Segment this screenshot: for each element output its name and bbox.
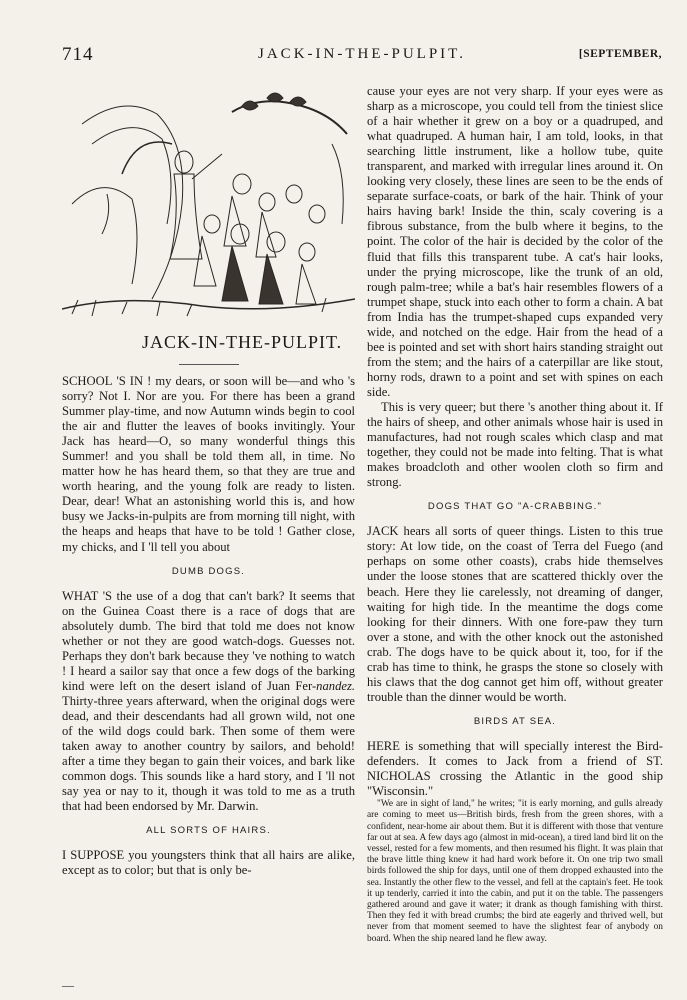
birds-text-b: crossing the Atlantic in the good ship "Wisconsin." bbox=[367, 769, 663, 799]
hairs-continued-paragraph: cause your eyes are not very sharp. If your eyes were as sharp as a microscope, you could tell from the tiniest slice of a hair whether it grew on a boy or a quadruped, and what quadruped. A human hair, I am told, looks, in that searching little instrument, like a hollow tube, quite transparent, and marked with irregular lines around it. On looking very closely, these lines are seen to be the ends of separate surface-coats, or bark of the hair. Think of your hairs having bark! Inside the thin, scaly covering is a fibrous substance, from the bulb where it begins, to the point. The color of the hair is decided by the color of the fluid that fills this transparent tube. A cat's hair looks, under the prying microscope, like the trunk of an old, rough palm-tree; while a bat's hair resembles flowers of a trumpet shape, stuck into each other to form a chain. A bat from India has the trumpet-shaped cups expanded very wide, and notched on the edge. Hair from the head of a bee is pointed and set with short hairs standing straight out from the stem; and the hairs of a caterpillar are like stout, horny rods, drawn to a point and set with spines on each side. bbox=[367, 84, 663, 399]
heading-dumb-dogs: DUMB DOGS. bbox=[171, 565, 246, 577]
dumb-dogs-place: nandez. bbox=[316, 678, 355, 693]
title-rule bbox=[179, 364, 239, 365]
crabbing-text: hears all sorts of queer things. Listen to this true story: At low tide, on the coast of Terra del Fuego (and perhaps on some other coasts), crabs hide themselves under the loose stones that are scattered thickly over the beach. Here they lie carelessly, not dreaming of danger, waiting for high tide. In the meantime the dogs come looking for their dinners. With one fore-paw they turn over a stone, and with the other knock out the astonished crab. The dogs have to be quick about it, too, for if the crab has time to think, he grasps the stone so closely with his claws that the dog cannot get him off, without greater trouble than the dinner would be worth. bbox=[367, 524, 663, 704]
running-title: JACK-IN-THE-PULPIT. bbox=[258, 46, 466, 62]
birds-letter: "We are in sight of land," he writes; "it is early morning, and gulls already are coming to meet us—British birds, fresh from the green shores, with a confident, near-home air about them. But it is different with those that venture far out at sea. A few days ago (almost in mid-ocean), a tired land bird lit on the vessel, rested for a few moments, and then resumed his flight. It was plain that the brave little thing knew it had hard work before it. On one trip two small birds followed the ship for days, until one of them dropped exhausted into the sea. Instantly the other flew to the vessel, and fell at the captain's feet. He took it up tenderly, carried it into the cabin, and put it on the table. The passengers gathered around and gave it water; it drank as though famishing with thirst. Then they fed it with bread crumbs; the bird ate eagerly and thrived well, but never from that moment seemed to have the slightest fear of anybody on board. When the ship neared land he flew away. bbox=[367, 799, 663, 944]
hairs-paragraph bbox=[62, 848, 355, 878]
magazine-name: ST. NICHOLAS bbox=[367, 753, 663, 784]
jack-in-the-pulpit-illustration bbox=[62, 84, 355, 350]
heading-hairs: ALL SORTS OF HAIRS. bbox=[146, 825, 271, 837]
bottom-dash: — bbox=[62, 978, 74, 992]
left-column bbox=[62, 84, 355, 878]
dumb-dogs-lead: WHAT bbox=[62, 588, 99, 603]
hairs-lead: I SUPPOSE bbox=[62, 848, 125, 863]
month-label: [SEPTEMBER, bbox=[578, 48, 662, 60]
dumb-dogs-text-b: Thirty-three years afterward, when the original dogs were dead, and their descendants had all grown wild, not one of the wild dogs could bark. Then some of them were taken away to another country by sailors, and behold! after a time they began to gain their voices, and bark like common dogs. This sounds like a hard story, and I 'll not say yea or nay to it, though it was told to me as a truth that had been endorsed by Mr. Darwin. bbox=[62, 693, 355, 814]
hairs-queer-paragraph: This is very queer; but there 's another thing about it. If the hairs of sheep, and other animals whose hair is used in manufactures, had not rough scales which clasp and mat together, they could not be made into felting. That is what makes broadcloth and other woolen cloth so firm and strong. bbox=[367, 399, 663, 490]
intro-paragraph bbox=[62, 374, 355, 555]
running-header bbox=[62, 44, 662, 68]
page-number: 714 bbox=[62, 44, 94, 65]
engraving-drawing bbox=[62, 84, 355, 320]
crabbing-lead: JACK bbox=[367, 524, 399, 539]
heading-birds: BIRDS AT SEA. bbox=[473, 715, 557, 727]
intro-lead: SCHOOL bbox=[62, 374, 113, 388]
birds-lead: HERE bbox=[367, 738, 400, 753]
heading-crabbing: DOGS THAT GO "A-CRABBING." bbox=[427, 501, 603, 513]
birds-text-a: is something that will specially interest the Bird-defenders. It comes to Jack from a friend of bbox=[367, 738, 663, 768]
dumb-dogs-text-a: 'S the use of a dog that can't bark? It seems that on the Guinea Coast there is a race of dogs that are absolutely dumb. The bird that told me does not know whether or not they are good watch-dogs. Guesses not. Perhaps they don't bark because they 've nothing to watch ! I heard a sailor say that once a few dogs of the barking kind were left on the desert island of Juan Fer- bbox=[62, 588, 355, 693]
intro-text: 'S IN ! my dears, or soon will be—and who 's sorry? Not I. Nor are you. For there has been a grand Summer play-time, and now Autumn winds begin to cool the air and flutter the leaves of books invitingly. Your Jack has heard—O, so many wonderful things this Summer! and you shall be told them all, in time. No matter how he has heard them, so that they are true and worth hearing, and the young folk are ready to listen. Dear, dear! What an astonishing world this is, and how busy we Jacks-in-pulpits are from morning till night, with the heaps and heaps that have to be told ! Gather close, my chicks, and I 'll tell you about bbox=[62, 374, 355, 554]
hairs-text: you youngsters think that all hairs are alike, except as to color; but that is only be- bbox=[62, 848, 356, 878]
section-title: JACK-IN-THE-PULPIT. bbox=[142, 331, 343, 352]
birds-paragraph bbox=[367, 739, 663, 799]
right-column bbox=[367, 84, 663, 945]
dumb-dogs-paragraph bbox=[62, 589, 355, 815]
crabbing-paragraph bbox=[367, 524, 663, 705]
